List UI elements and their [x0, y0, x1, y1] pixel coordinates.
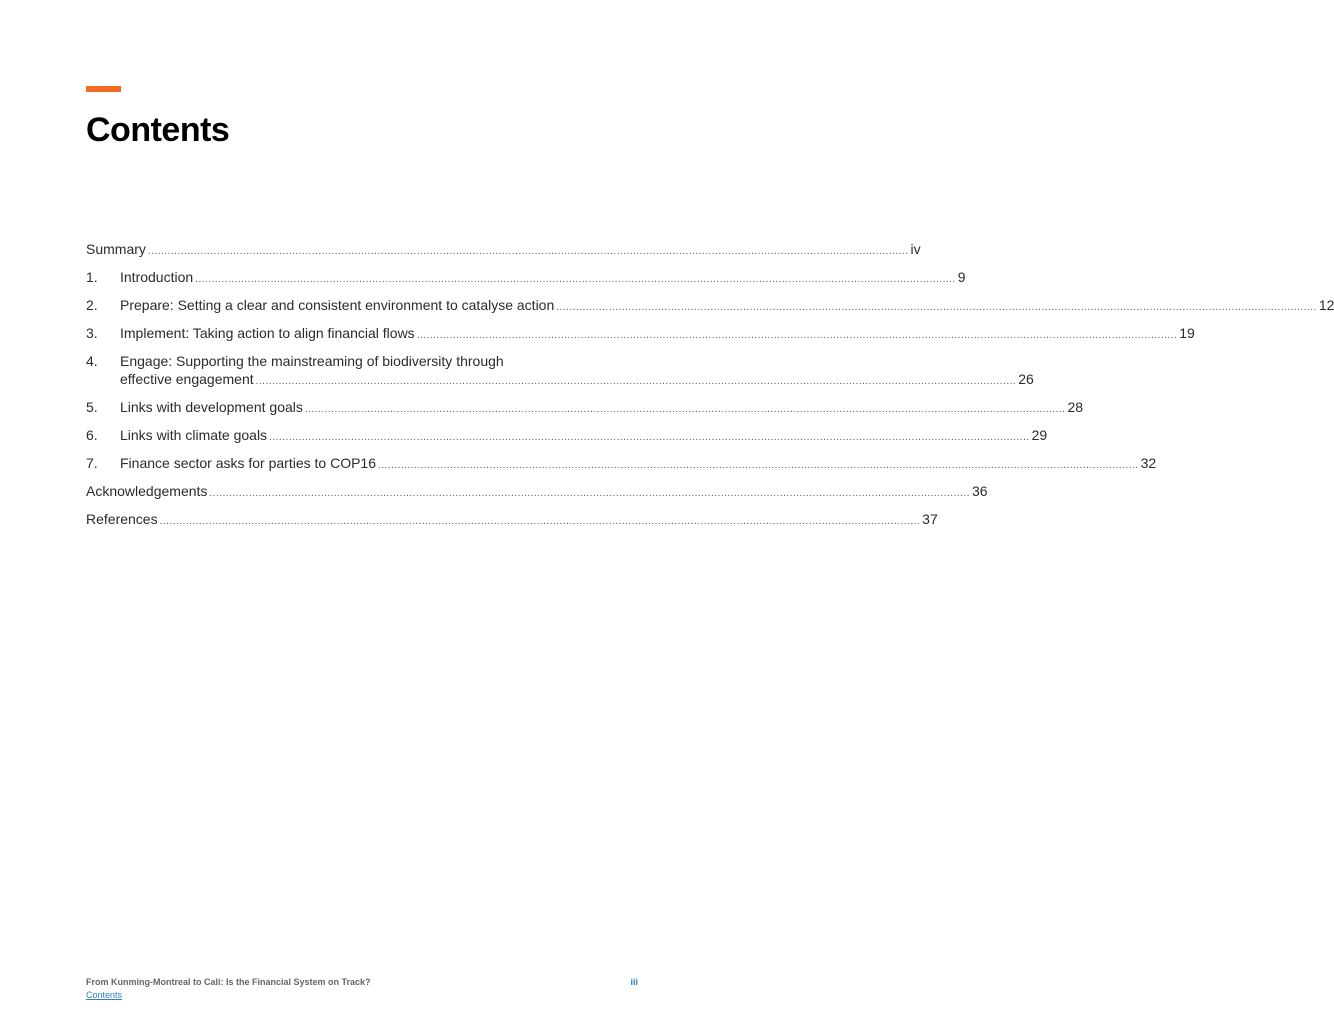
toc-entry-page: 12 [1318, 297, 1334, 313]
toc-entry-page: 36 [971, 483, 988, 499]
toc-entry-number: 5. [86, 399, 98, 415]
toc-entry-title-line2: effective engagement [120, 371, 254, 387]
dot-leader [160, 513, 921, 531]
dot-leader [556, 299, 1317, 317]
toc-entry-number: 6. [86, 427, 98, 443]
dot-leader [269, 429, 1030, 447]
dot-leader [256, 373, 1017, 391]
toc-entry-page: 28 [1067, 399, 1084, 415]
dot-leader [148, 243, 909, 261]
toc-entry-number: 2. [86, 297, 98, 313]
toc-entry-cop16-asks[interactable] [86, 454, 1157, 475]
toc-entry-title: Acknowledgements [86, 483, 208, 499]
page-title: Contents [86, 111, 230, 149]
toc-entry-references[interactable] [86, 510, 938, 531]
toc-entry-title-line1: Engage: Supporting the mainstreaming of biodiversity through [120, 353, 504, 369]
footer-document-title: From Kunming-Montreal to Cali: Is the Financial System on Track? [86, 977, 371, 987]
toc-entry-title: Prepare: Setting a clear and consistent environment to catalyse action [120, 297, 555, 313]
toc-entry-title: Links with development goals [120, 399, 303, 415]
toc-entry-climate-goals[interactable] [86, 426, 1048, 447]
toc-entry-summary[interactable] [86, 240, 921, 261]
toc-entry-implement[interactable] [86, 324, 1195, 345]
toc-entry-title: Implement: Taking action to align financial flows [120, 325, 415, 341]
toc-entry-number: 7. [86, 455, 98, 471]
toc-entry-title: Introduction [120, 269, 194, 285]
toc-entry-page: 29 [1031, 427, 1048, 443]
toc-entry-development-goals[interactable] [86, 398, 1084, 419]
dot-leader [305, 401, 1066, 419]
table-of-contents [86, 240, 1334, 538]
toc-entry-page: 19 [1179, 325, 1195, 341]
footer-page-number: iii [630, 977, 638, 987]
toc-entry-number: 1. [86, 269, 98, 285]
dot-leader [195, 271, 956, 289]
toc-entry-acknowledgements[interactable] [86, 482, 988, 503]
toc-entry-number: 4. [86, 353, 98, 369]
toc-entry-page: 26 [1018, 371, 1034, 387]
toc-entry-page: 37 [922, 511, 938, 527]
dot-leader [378, 457, 1139, 475]
toc-entry-page: iv [910, 241, 921, 257]
footer-contents-link[interactable]: Contents [86, 990, 123, 1000]
toc-entry-number: 3. [86, 325, 98, 341]
dot-leader [417, 327, 1178, 345]
toc-entry-engage[interactable] [86, 352, 1034, 391]
toc-entry-title: References [86, 511, 158, 527]
toc-entry-page: 9 [957, 269, 966, 285]
dot-leader [209, 485, 970, 503]
toc-entry-page: 32 [1140, 455, 1157, 471]
toc-entry-title: Links with climate goals [120, 427, 268, 443]
toc-entry-prepare[interactable] [86, 296, 1334, 317]
toc-entry-title: Finance sector asks for parties to COP16 [120, 455, 376, 471]
toc-entry-introduction[interactable] [86, 268, 966, 289]
accent-bar [86, 86, 121, 92]
toc-entry-title: Summary [86, 241, 146, 257]
